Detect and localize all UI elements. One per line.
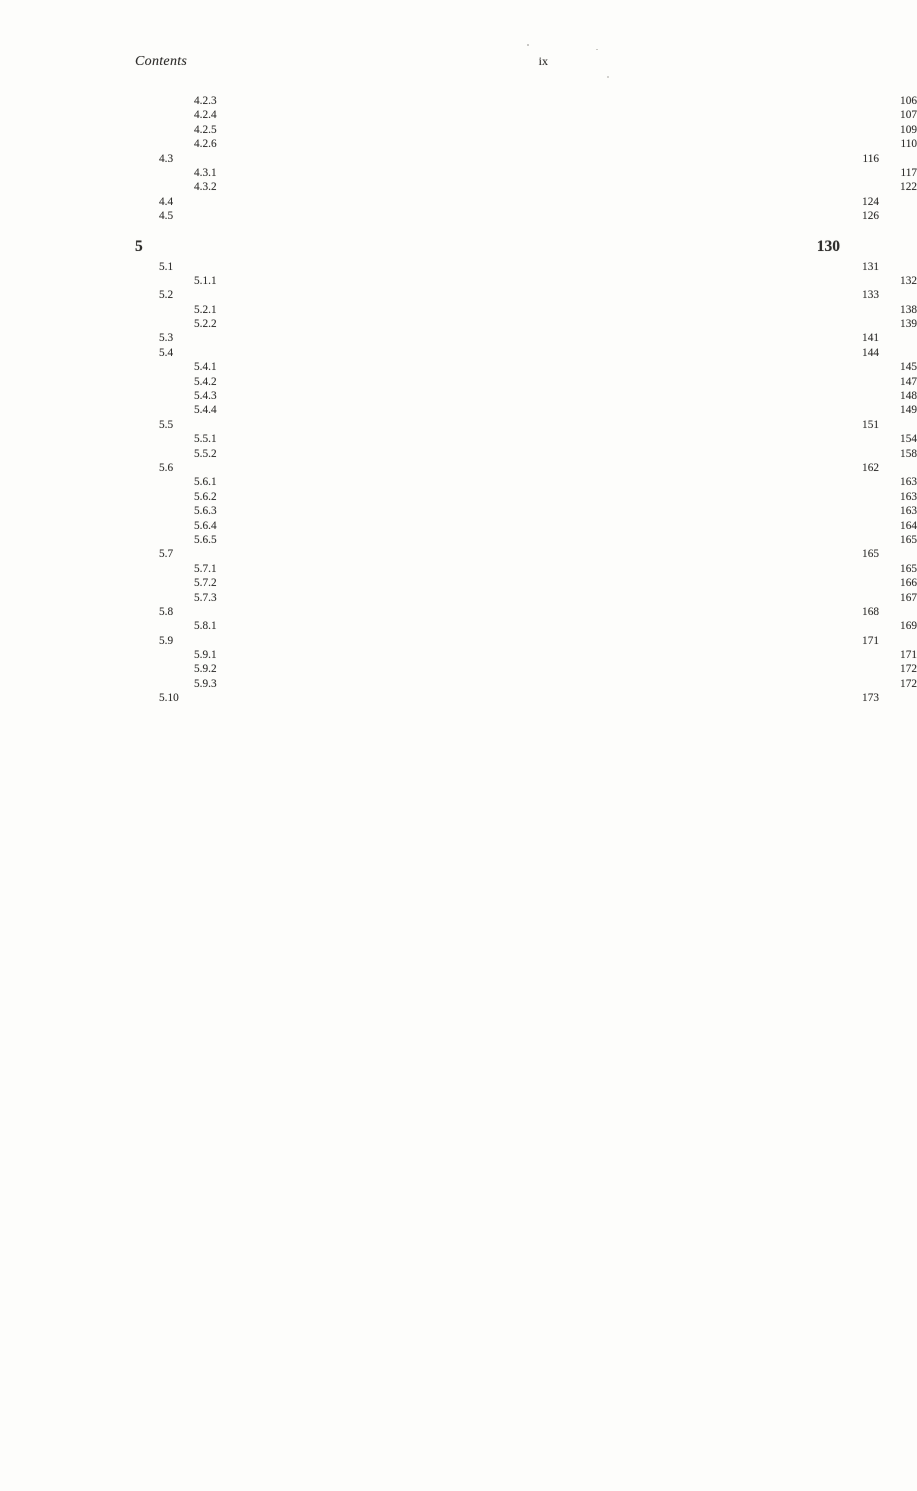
toc-entry-page: 110	[900, 138, 917, 151]
toc-entry-number: 5.2.1	[194, 303, 217, 316]
toc-entry-page: 116	[862, 152, 879, 165]
toc-entry-page: 163	[900, 490, 917, 503]
toc-entry-page: 173	[862, 692, 879, 705]
toc-entry-number: 5.8	[159, 605, 174, 618]
toc-entry-page: 165	[862, 548, 879, 561]
toc-entry-page: 154	[900, 433, 917, 446]
toc-entry-page: 133	[862, 289, 879, 302]
toc-entry-number: 5.4.3	[194, 390, 217, 403]
toc-entry-number: 4.2.3	[194, 95, 217, 107]
toc-entry-number: 5.3	[159, 332, 174, 345]
toc-entry-number: 5.10	[159, 692, 179, 705]
toc-entry-page: 163	[900, 505, 917, 518]
toc-entry-4-3-1	[135, 166, 917, 180]
toc-entry-page: 151	[862, 418, 879, 431]
toc-entry-4-2-6	[135, 137, 917, 151]
toc-entry-page: 158	[900, 447, 917, 460]
toc-entry-page: 126	[862, 210, 879, 223]
toc-entry-number: 5.2.2	[194, 318, 217, 331]
toc-entry-4-3	[135, 152, 879, 166]
toc-list	[135, 94, 917, 706]
toc-entry-number: 5.4	[159, 346, 174, 359]
toc-entry-page: 131	[862, 260, 879, 273]
toc-entry-number: 4.2.5	[194, 123, 217, 136]
toc-entry-page: 165	[900, 533, 917, 546]
toc-entry-page: 138	[900, 303, 917, 316]
toc-entry-page: 149	[900, 404, 917, 417]
toc-entry-4-2-3	[135, 94, 917, 108]
toc-entry-5	[135, 237, 840, 257]
toc-entry-number: 5.6.4	[194, 519, 217, 532]
toc-entry-page: 147	[900, 375, 917, 388]
toc-entry-page: 107	[900, 109, 917, 122]
toc-entry-number: 5.5	[159, 418, 174, 431]
toc-entry-page: 124	[862, 195, 879, 208]
toc-entry-number: 4.3.1	[194, 166, 217, 179]
toc-entry-number: 5.6.2	[194, 490, 217, 503]
toc-entry-number: 5.6.3	[194, 505, 217, 518]
toc-entry-number: 5	[135, 237, 143, 255]
toc-entry-4-3-2	[135, 180, 917, 194]
toc-entry-page: 163	[900, 476, 917, 489]
toc-entry-number: 5.8.1	[194, 620, 217, 633]
toc-entry-number: 5.4.4	[194, 404, 217, 417]
toc-entry-number: 4.5	[159, 210, 174, 223]
toc-entry-number: 5.2	[159, 289, 174, 302]
toc-entry-number: 5.5.1	[194, 433, 217, 446]
toc-entry-number: 5.9.1	[194, 649, 217, 662]
toc-entry-page: 109	[900, 123, 917, 136]
toc-entry-number: 5.4.1	[194, 361, 217, 374]
toc-entry-page: 172	[900, 663, 917, 676]
toc-entry-number: 5.9.3	[194, 677, 217, 690]
toc-entry-number: 5.1	[159, 260, 174, 273]
toc-entry-page: 164	[900, 519, 917, 532]
toc-entry-4-4	[135, 195, 879, 209]
toc-entry-number: 5.7.1	[194, 562, 217, 575]
toc-entry-page: 171	[862, 634, 879, 647]
toc-entry-page: 145	[900, 361, 917, 374]
toc-entry-number: 4.2.6	[194, 138, 217, 151]
toc-entry-number: 4.4	[159, 195, 174, 208]
toc-entry-page: 144	[862, 346, 879, 359]
page-header	[135, 54, 548, 70]
toc-entry-page: 106	[900, 95, 917, 107]
toc-entry-4-5	[135, 209, 879, 223]
toc-entry-4-2-4	[135, 108, 917, 122]
toc-entry-page: 130	[816, 237, 840, 255]
toc-entry-page: 165	[900, 562, 917, 575]
running-title: Contents	[135, 54, 188, 69]
toc-entry-page: 168	[862, 605, 879, 618]
scan-speckle	[527, 44, 529, 46]
toc-entry-page: 132	[900, 274, 917, 287]
toc-entry-page: 171	[900, 649, 917, 662]
toc-entry-number: 5.9	[159, 634, 174, 647]
toc-entry-number: 4.2.4	[194, 109, 217, 122]
toc-entry-page: 141	[862, 332, 879, 345]
toc-entry-number: 5.1.1	[194, 274, 217, 287]
toc-entry-number: 4.3.2	[194, 181, 217, 194]
toc-entry-number: 5.4.2	[194, 375, 217, 388]
toc-entry-number: 5.9.2	[194, 663, 217, 676]
toc-entry-number: 5.6	[159, 461, 174, 474]
toc-entry-page: 162	[862, 461, 879, 474]
toc-entry-page: 148	[900, 390, 917, 403]
toc-entry-number: 5.6.1	[194, 476, 217, 489]
toc-entry-number: 4.3	[159, 152, 174, 165]
toc-entry-page: 139	[900, 318, 917, 331]
toc-entry-number: 5.7.3	[194, 591, 217, 604]
page-number-roman: ix	[538, 54, 548, 68]
toc-entry-number: 5.5.2	[194, 447, 217, 460]
toc-entry-number: 5.6.5	[194, 533, 217, 546]
toc-entry-page: 122	[900, 181, 917, 194]
toc-entry-page: 117	[900, 166, 917, 179]
toc-entry-4-2-5	[135, 123, 917, 137]
toc-entry-number: 5.7.2	[194, 577, 217, 590]
toc-entry-page: 169	[900, 620, 917, 633]
toc-entry-number: 5.7	[159, 548, 174, 561]
toc-entry-page: 166	[900, 577, 917, 590]
scan-speckle	[607, 76, 609, 78]
scan-speckle	[596, 49, 598, 50]
toc-entry-page: 172	[900, 677, 917, 690]
toc-entry-page: 167	[900, 591, 917, 604]
